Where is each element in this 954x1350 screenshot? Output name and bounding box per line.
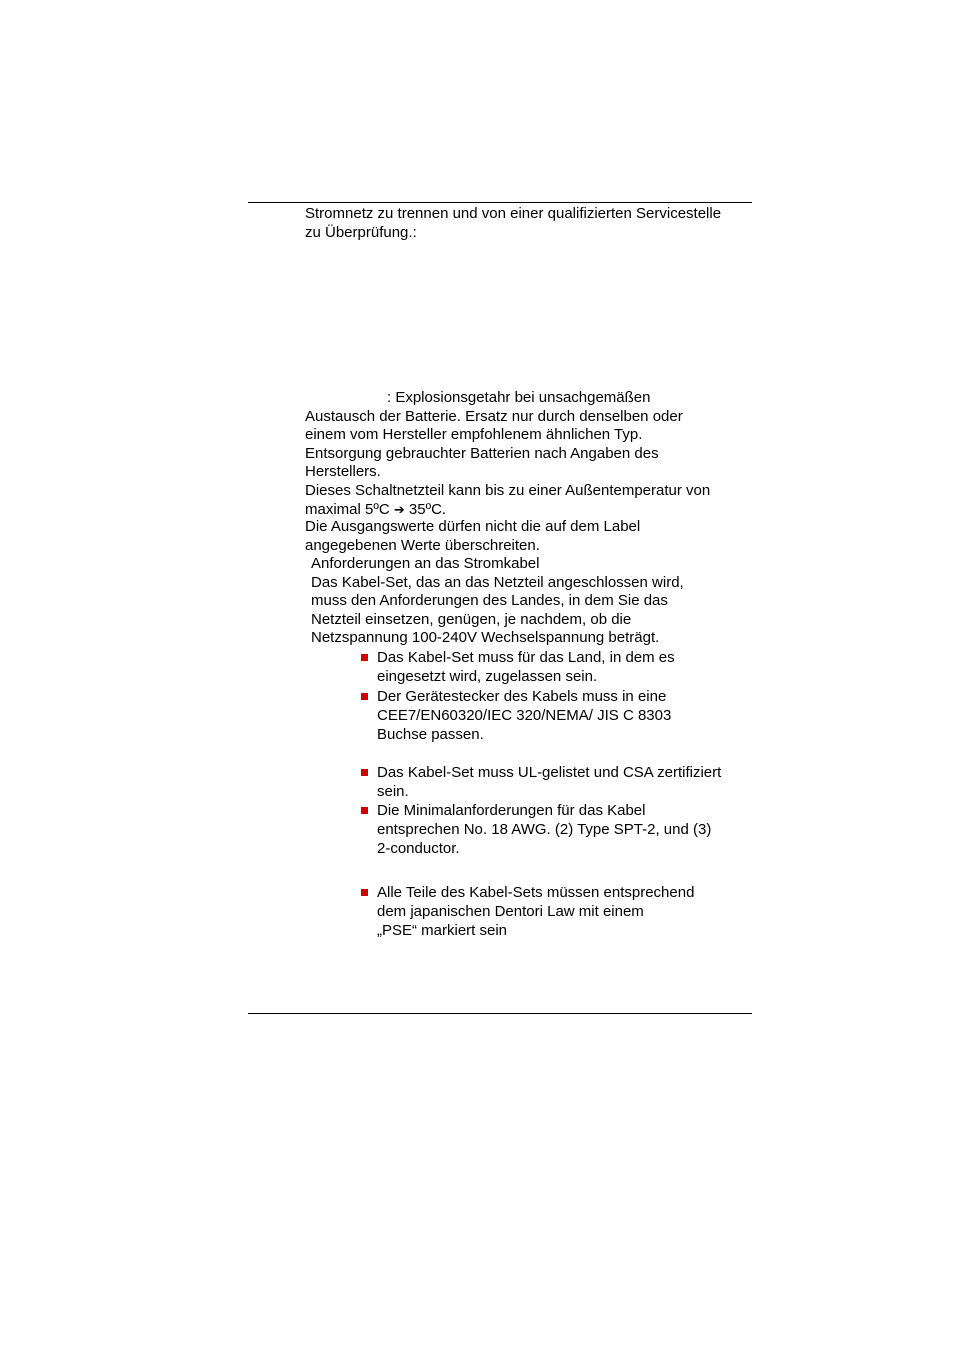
output-note: Die Ausgangswerte dürfen nicht die auf dem Label angegebenen Werte überschreiten. [305, 518, 641, 554]
arrow-right-icon: ➔ [393, 502, 405, 518]
intro-paragraph: Stromnetz zu trennen und von einer qualifizierten Servicestelle zu Überprüfung.: [305, 205, 722, 241]
bullet-square-icon [361, 693, 368, 700]
bullet-square-icon [361, 889, 368, 896]
footer-rule [248, 1013, 752, 1014]
cable-heading: Anforderungen an das Stromkabel [311, 555, 540, 572]
bullet-square-icon [361, 769, 368, 776]
bullet-square-icon [361, 654, 368, 661]
bullet-square-icon [361, 807, 368, 814]
header-rule [248, 202, 752, 203]
battery-warning: : Explosionsgetahr bei unsachgemäßen Austausch der Batterie. Ersatz nur durch denselben oder einem vom Hersteller empfohlenem ähnlichen Typ. Entsorgung gebrauchter Batterien nach Angaben des Herstellers. [305, 389, 683, 480]
cable-requirements: Anforderungen an das Stromkabel Das Kabel-Set, das an das Netzteil angeschlossen wird, muss den Anforderungen des Landes, in dem Sie das Netzteil einsetzen, genügen, je nachdem, ob die Netzspannung 100-240V Wechselspannung beträgt. [311, 555, 684, 646]
temperature-note: Dieses Schaltnetzteil kann bis zu einer Außentemperatur von maximal 5ºC ➔ 35ºC. [305, 482, 711, 518]
